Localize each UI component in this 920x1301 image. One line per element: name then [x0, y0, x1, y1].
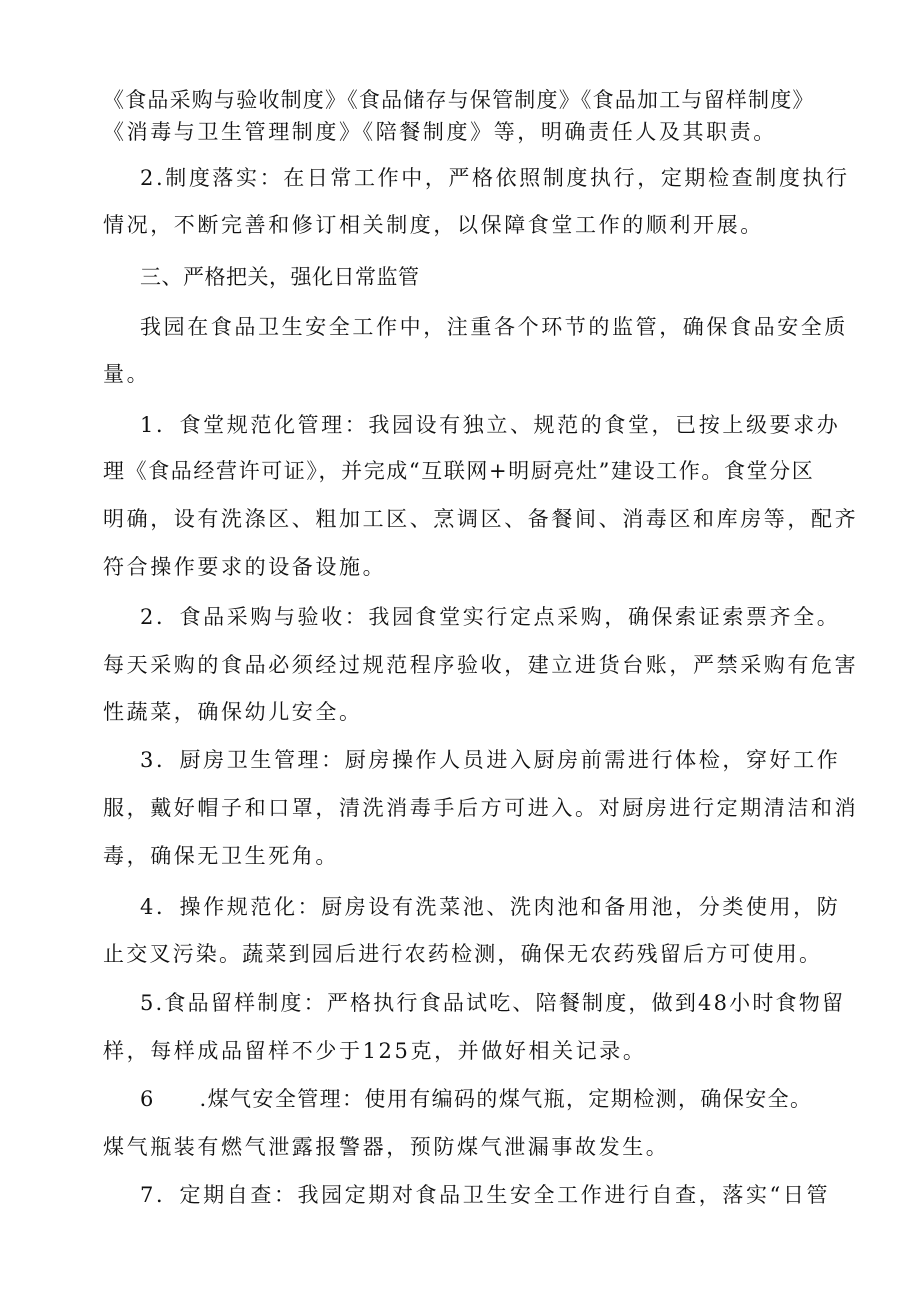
text-line: 明确，设有洗涤区、粗加工区、烹调区、备餐间、消毒区和库房等，配齐: [103, 507, 859, 531]
text-line: 符合操作要求的设备设施。: [103, 555, 387, 579]
text-line: 3．厨房卫生管理：厨房操作人员进入厨房前需进行体检，穿好工作: [140, 748, 841, 772]
text-line: 6 .煤气安全管理：使用有编码的煤气瓶，定期检测，确保安全。: [140, 1087, 813, 1111]
text-line: 量。: [103, 362, 151, 386]
text-line: 1．食堂规范化管理：我园设有独立、规范的食堂，已按上级要求办: [140, 413, 841, 437]
text-line: 情况，不断完善和修订相关制度，以保障食堂工作的顺利开展。: [103, 213, 764, 237]
text-line: 我园在食品卫生安全工作中，注重各个环节的监管，确保食品安全质: [140, 315, 848, 339]
text-line: 每天采购的食品必须经过规范程序验收，建立进货台账，严禁采购有危害: [103, 653, 859, 677]
text-line: 《消毒与卫生管理制度》《陪餐制度》等，明确责任人及其职责。: [103, 120, 777, 144]
text-line: 样，每样成品留样不少于125克，并做好相关记录。: [103, 1039, 647, 1063]
text-line: 7．定期自查：我园定期对食品卫生安全工作进行自查，落实“日管: [140, 1183, 831, 1207]
text-line: 《食品采购与验收制度》《食品储存与保管制度》《食品加工与留样制度》: [103, 88, 815, 112]
text-line: 4．操作规范化：厨房设有洗菜池、洗肉池和备用池，分类使用，防: [140, 895, 841, 919]
text-line: 性蔬菜，确保幼儿安全。: [103, 700, 363, 724]
text-line: 2.制度落实：在日常工作中，严格依照制度执行，定期检查制度执行: [140, 166, 850, 190]
text-line: 理《食品经营许可证》，并完成“互联网+明厨亮灶”建设工作。食堂分区: [103, 459, 815, 483]
text-line: 5.食品留样制度：严格执行食品试吃、陪餐制度，做到48小时食物留: [140, 991, 846, 1015]
text-line: 止交叉污染。蔬菜到园后进行农药检测，确保无农药残留后方可使用。: [103, 942, 823, 966]
text-line: 煤气瓶装有燃气泄露报警器，预防煤气泄漏事故发生。: [103, 1135, 670, 1159]
text-line: 2．食品采购与验收：我园食堂实行定点采购，确保索证索票齐全。: [140, 605, 841, 629]
text-line: 毒，确保无卫生死角。: [103, 844, 339, 868]
text-line: 服，戴好帽子和口罩，清洗消毒手后方可进入。对厨房进行定期清洁和消: [103, 796, 859, 820]
section-heading: 三、严格把关，强化日常监管: [140, 265, 420, 289]
